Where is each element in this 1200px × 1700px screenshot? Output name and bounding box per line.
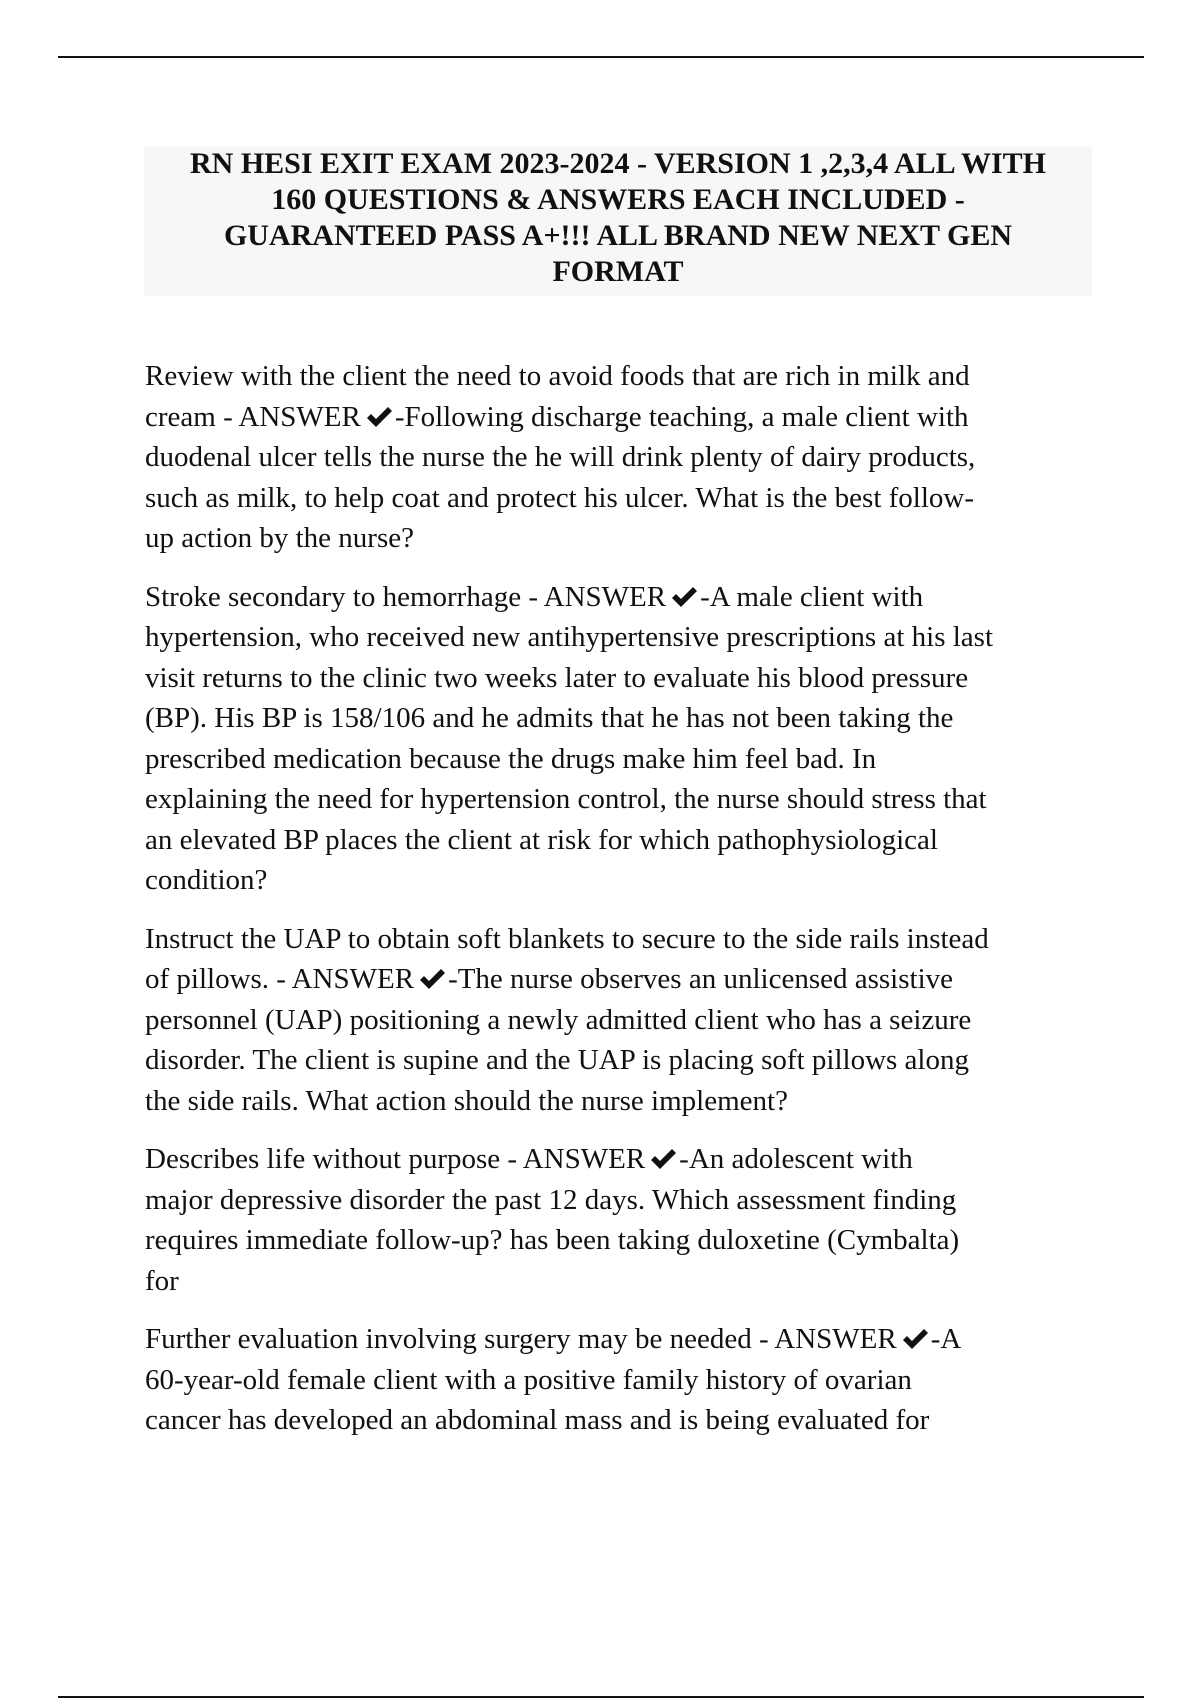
checkmark-icon (649, 1148, 677, 1170)
text-line: for (145, 1264, 179, 1297)
qa-entry (145, 577, 1095, 901)
text-line: disorder. The client is supine and the UAP is placing soft pillows along (145, 1044, 969, 1076)
top-rule (58, 56, 1144, 58)
answer-text: Describes life without purpose - ANSWER (145, 1143, 646, 1175)
checkmark-icon (418, 968, 446, 990)
text-line: condition? (145, 864, 268, 896)
checkmark-icon (670, 586, 698, 608)
text-line: duodenal ulcer tells the nurse the he will drink plenty of dairy products, (145, 441, 976, 473)
answer-text: cream - ANSWER (145, 400, 361, 433)
question-text: -A male client with (700, 580, 924, 613)
title-line: 160 QUESTIONS & ANSWERS EACH INCLUDED - (271, 183, 965, 216)
text-line (145, 1139, 1095, 1180)
qa-list (145, 356, 1095, 1459)
text-line: explaining the need for hypertension control, the nurse should stress that (145, 783, 987, 815)
qa-entry (145, 1319, 1095, 1441)
text-line: cancer has developed an abdominal mass and is being evaluated for (145, 1404, 930, 1436)
text-line: (BP). His BP is 158/106 and he admits that he has not been taking the (145, 702, 954, 734)
text-line: 60-year-old female client with a positive family history of ovarian (145, 1363, 912, 1396)
title-line: RN HESI EXIT EXAM 2023-2024 - VERSION 1 ,2,3,4 ALL WITH (190, 147, 1046, 180)
qa-entry (145, 919, 1095, 1122)
answer-text: Stroke secondary to hemorrhage - ANSWER (145, 580, 667, 613)
checkmark-icon (365, 406, 393, 428)
text-line: prescribed medication because the drugs make him feel bad. In (145, 742, 877, 775)
text-line: hypertension, who received new antihypertensive prescriptions at his last (145, 621, 994, 653)
bottom-rule (58, 1696, 1144, 1698)
qa-entry (145, 1139, 1095, 1301)
text-line: such as milk, to help coat and protect his ulcer. What is the best follow- (145, 481, 974, 514)
checkmark-icon (901, 1328, 929, 1350)
question-text: -An adolescent with (679, 1143, 913, 1175)
text-line (145, 397, 1095, 438)
question-text: -A (930, 1323, 962, 1355)
question-text: -The nurse observes an unlicensed assistive (448, 963, 953, 995)
answer-text: of pillows. - ANSWER (145, 963, 415, 995)
answer-text: Further evaluation involving surgery may be needed - ANSWER (145, 1323, 897, 1355)
text-line: the side rails. What action should the nurse implement? (145, 1084, 788, 1117)
title-line: FORMAT (552, 255, 684, 288)
document-title (144, 146, 1092, 296)
text-line: major depressive disorder the past 12 days. Which assessment finding (145, 1183, 957, 1216)
text-line: Review with the client the need to avoid foods that are rich in milk and (145, 360, 970, 392)
question-text: -Following discharge teaching, a male client with (394, 400, 969, 433)
text-line: Instruct the UAP to obtain soft blankets to secure to the side rails instead (145, 922, 989, 955)
text-line: up action by the nurse? (145, 522, 414, 554)
title-line: GUARANTEED PASS A+!!! ALL BRAND NEW NEXT GEN (223, 219, 1013, 252)
text-line (145, 577, 1095, 618)
text-line: requires immediate follow-up? has been taking duloxetine (Cymbalta) (145, 1224, 960, 1256)
text-line: an elevated BP places the client at risk for which pathophysiological (145, 823, 938, 856)
text-line: personnel (UAP) positioning a newly admitted client who has a seizure (145, 1003, 972, 1036)
text-line (145, 1319, 1095, 1360)
text-line (145, 959, 1095, 1000)
qa-entry (145, 356, 1095, 559)
text-line: visit returns to the clinic two weeks later to evaluate his blood pressure (145, 661, 969, 694)
